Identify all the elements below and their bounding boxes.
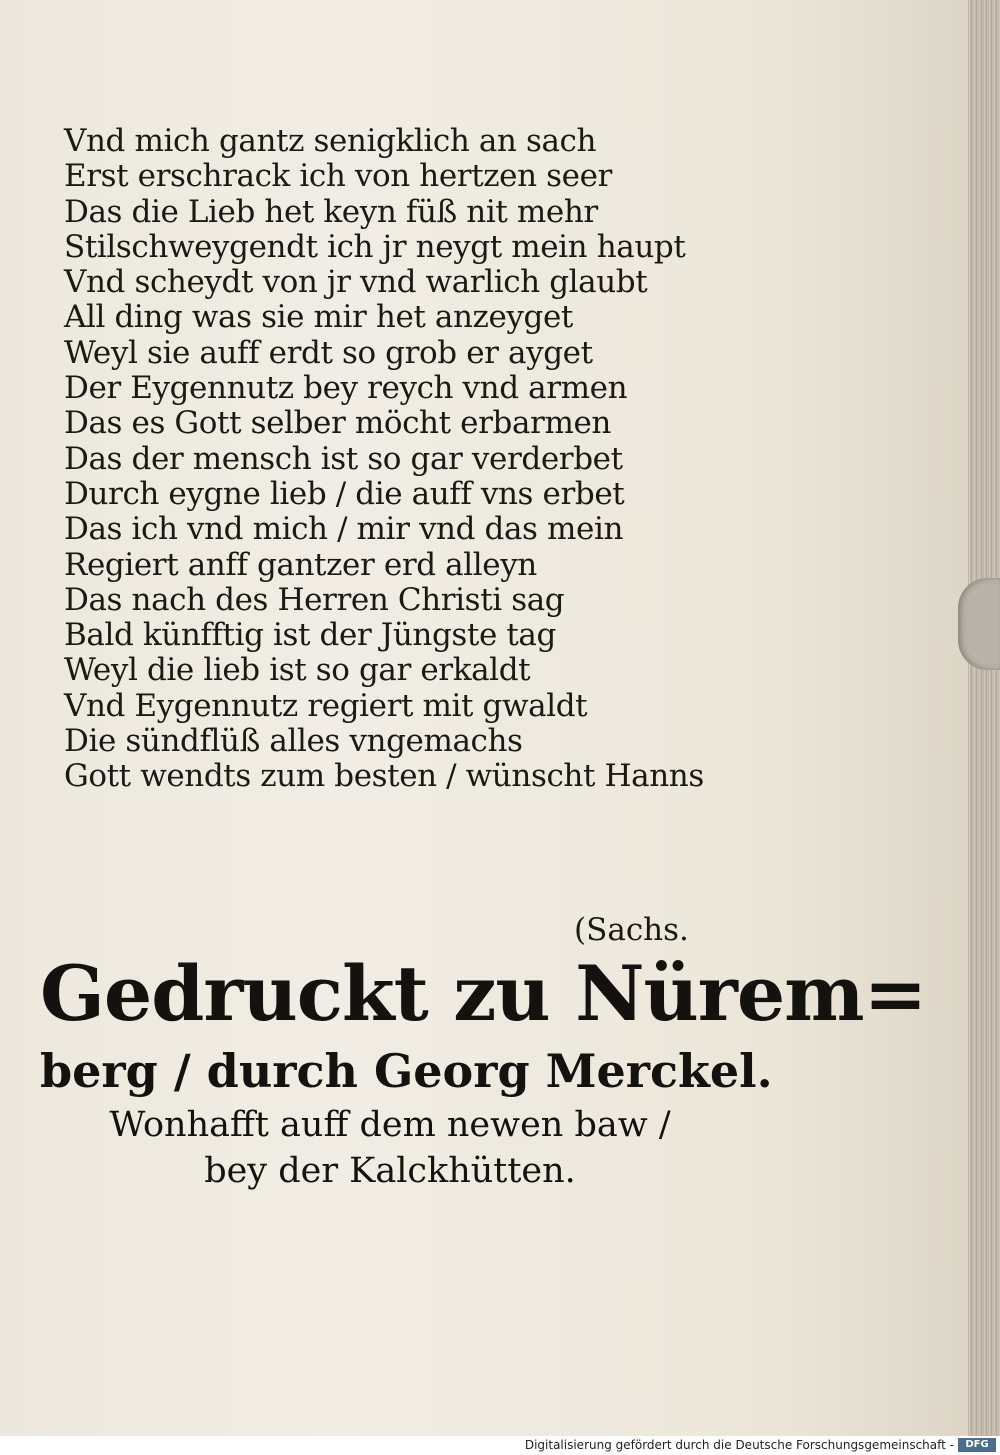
page-edges	[968, 0, 1000, 1436]
verse-line: Das es Gott selber möcht erbarmen	[64, 405, 611, 442]
poem-text	[64, 124, 784, 795]
colophon	[40, 948, 927, 1194]
colophon-address: Wonhafft auff dem newen baw /	[109, 1105, 671, 1145]
colophon-address-2: bey der Kalckhütten.	[204, 1151, 576, 1191]
verse-line: Gott wendts zum besten / wünscht Hanns	[64, 758, 704, 795]
verse-line: Vnd Eygennutz regiert mit gwaldt	[64, 687, 588, 724]
verse-line: Weyl sie auff erdt so grob er ayget	[64, 334, 593, 371]
verse-line: Vnd scheydt von jr vnd warlich glaubt	[64, 264, 648, 301]
footer-credit: Digitalisierung gefördert durch die Deutsche Forschungsgemeinschaft -	[524, 1438, 954, 1452]
author-signature: (Sachs.	[574, 912, 689, 948]
verse-line: Das nach des Herren Christi sag	[64, 581, 565, 618]
digitization-footer	[0, 1436, 1000, 1455]
verse-line: Weyl die lieb ist so gar erkaldt	[64, 652, 531, 689]
book-clasp	[958, 578, 1000, 670]
verse-line: Das der mensch ist so gar verderbet	[64, 440, 623, 477]
colophon-title: Gedruckt zu Nürem=	[40, 949, 927, 1038]
verse-line: Bald künfftig ist der Jüngste tag	[64, 617, 556, 654]
verse-line: Die sündflüß alles vngemachs	[64, 723, 523, 760]
dfg-logo-icon: DFG	[958, 1438, 996, 1452]
colophon-printer: berg / durch Georg Merckel.	[40, 1044, 773, 1098]
verse-line: Vnd mich gantz senigklich an sach	[64, 123, 597, 159]
verse-line: Das die Lieb het keyn füß nit mehr	[64, 193, 598, 230]
verse-line: Der Eygennutz bey reych vnd armen	[64, 370, 628, 407]
verse-line: Stilschweygendt ich jr neygt mein haupt	[64, 228, 686, 265]
verse-line: Durch eygne lieb / die auff vns erbet	[64, 475, 625, 512]
verse-line: Erst erschrack ich von hertzen seer	[64, 158, 612, 195]
verse-line: Regiert anff gantzer erd alleyn	[64, 546, 537, 583]
verse-line: All ding was sie mir het anzeyget	[64, 299, 573, 336]
verse-line: Das ich vnd mich / mir vnd das mein	[64, 511, 624, 548]
